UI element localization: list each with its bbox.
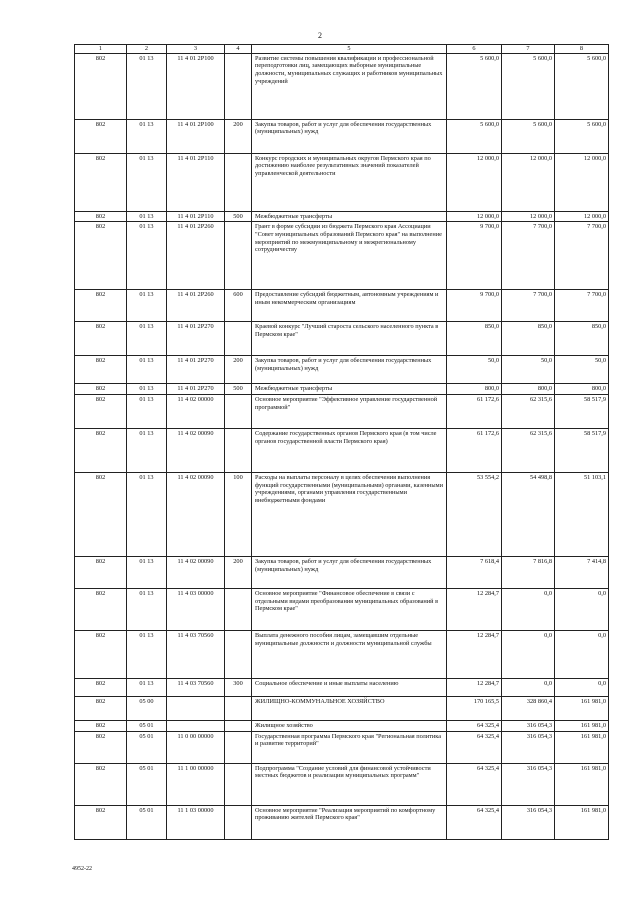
row-section-cell: 05 01 <box>127 731 167 763</box>
row-section-cell: 01 13 <box>127 53 167 119</box>
row-section-cell: 01 13 <box>127 429 167 473</box>
row-target-cell <box>167 697 225 721</box>
row-section-cell: 01 13 <box>127 679 167 697</box>
row-code-cell: 802 <box>75 589 127 631</box>
row-value-2024-cell: 328 860,4 <box>502 697 555 721</box>
row-description-cell: Жилищное хозяйство <box>252 721 447 732</box>
row-target-cell: 11 1 00 00000 <box>167 763 225 805</box>
row-value-2025-cell: 12 000,0 <box>555 153 609 211</box>
row-section-cell: 01 13 <box>127 589 167 631</box>
row-target-cell: 11 0 00 00000 <box>167 731 225 763</box>
row-description-cell: Закупка товаров, работ и услуг для обеспечения государственных (муниципальных) нужд <box>252 356 447 384</box>
row-value-2024-cell: 12 000,0 <box>502 153 555 211</box>
row-code-cell: 802 <box>75 211 127 222</box>
row-code-cell: 802 <box>75 429 127 473</box>
row-value-2024-cell: 0,0 <box>502 679 555 697</box>
row-code-cell: 802 <box>75 679 127 697</box>
row-code-cell: 802 <box>75 356 127 384</box>
table-row <box>75 119 609 153</box>
row-type-cell: 600 <box>225 290 252 322</box>
budget-table <box>74 44 609 840</box>
row-value-2023-cell: 7 618,4 <box>447 557 502 589</box>
row-description-cell: Основное мероприятие "Финансовое обеспечение в связи с отдельными видами преобразования муниципальных образований в Пермском крае" <box>252 589 447 631</box>
row-section-cell: 01 13 <box>127 290 167 322</box>
row-type-cell <box>225 631 252 679</box>
row-value-2025-cell: 12 000,0 <box>555 211 609 222</box>
row-section-cell: 01 13 <box>127 153 167 211</box>
row-code-cell: 802 <box>75 731 127 763</box>
row-value-2025-cell: 58 517,9 <box>555 395 609 429</box>
col-header-1: 1 <box>75 45 127 54</box>
row-type-cell <box>225 53 252 119</box>
table-row <box>75 721 609 732</box>
table-row <box>75 697 609 721</box>
row-value-2025-cell: 5 600,0 <box>555 119 609 153</box>
table-row <box>75 153 609 211</box>
row-value-2024-cell: 850,0 <box>502 322 555 356</box>
table-row <box>75 679 609 697</box>
col-header-4: 4 <box>225 45 252 54</box>
table-row <box>75 429 609 473</box>
row-type-cell <box>225 763 252 805</box>
row-value-2025-cell: 0,0 <box>555 631 609 679</box>
row-code-cell: 802 <box>75 153 127 211</box>
row-target-cell: 11 4 01 2P270 <box>167 322 225 356</box>
row-value-2025-cell: 161 981,0 <box>555 805 609 839</box>
row-description-cell: Расходы на выплаты персоналу в целях обеспечения выполнения функций государственными (муниципальными) органами, казенными учреждениями, органами управления государственными внебюджетными фондами <box>252 473 447 557</box>
row-type-cell: 100 <box>225 473 252 557</box>
row-description-cell: Межбюджетные трансферты <box>252 384 447 395</box>
row-value-2024-cell: 316 054,3 <box>502 721 555 732</box>
row-value-2023-cell: 9 700,0 <box>447 222 502 290</box>
row-target-cell: 11 4 02 00090 <box>167 429 225 473</box>
row-value-2025-cell: 7 700,0 <box>555 290 609 322</box>
row-target-cell: 11 4 02 00000 <box>167 395 225 429</box>
row-code-cell: 802 <box>75 53 127 119</box>
row-description-cell: Основное мероприятие "Эффективное управление государственной программой" <box>252 395 447 429</box>
header-row <box>75 45 609 54</box>
row-value-2024-cell: 62 315,6 <box>502 395 555 429</box>
row-section-cell: 05 01 <box>127 805 167 839</box>
row-value-2025-cell: 0,0 <box>555 589 609 631</box>
row-target-cell: 11 4 02 00090 <box>167 473 225 557</box>
row-code-cell: 802 <box>75 697 127 721</box>
table-row <box>75 290 609 322</box>
row-target-cell: 11 4 01 2P270 <box>167 384 225 395</box>
row-value-2023-cell: 64 325,4 <box>447 763 502 805</box>
page-number: 2 <box>318 31 322 40</box>
row-value-2025-cell: 50,0 <box>555 356 609 384</box>
row-section-cell: 05 01 <box>127 763 167 805</box>
row-type-cell <box>225 322 252 356</box>
row-value-2023-cell: 64 325,4 <box>447 805 502 839</box>
row-code-cell: 802 <box>75 631 127 679</box>
row-value-2024-cell: 316 054,3 <box>502 731 555 763</box>
row-target-cell: 11 4 01 2P110 <box>167 211 225 222</box>
row-type-cell <box>225 721 252 732</box>
row-value-2025-cell: 7 700,0 <box>555 222 609 290</box>
row-value-2023-cell: 61 172,6 <box>447 395 502 429</box>
row-section-cell: 01 13 <box>127 384 167 395</box>
row-target-cell: 11 4 01 2P100 <box>167 53 225 119</box>
row-section-cell: 01 13 <box>127 356 167 384</box>
row-target-cell: 11 4 01 2P110 <box>167 153 225 211</box>
row-description-cell: Подпрограмма "Создание условий для финансовой устойчивости местных бюджетов и реализации муниципальных программ" <box>252 763 447 805</box>
row-code-cell: 802 <box>75 384 127 395</box>
row-value-2025-cell: 51 103,1 <box>555 473 609 557</box>
table-row <box>75 211 609 222</box>
row-description-cell: Выплата денежного пособия лицам, замещавшим отдельные муниципальные должности и должности муниципальной службы <box>252 631 447 679</box>
row-type-cell: 500 <box>225 211 252 222</box>
table-row <box>75 395 609 429</box>
row-type-cell: 200 <box>225 356 252 384</box>
footer-code: 4952-22 <box>72 866 92 872</box>
row-description-cell: Основное мероприятие "Реализация мероприятий по комфортному проживанию жителей Пермского края" <box>252 805 447 839</box>
row-description-cell: Содержание государственных органов Пермского края (в том числе органов государственной власти Пермского края) <box>252 429 447 473</box>
col-header-2: 2 <box>127 45 167 54</box>
row-code-cell: 802 <box>75 805 127 839</box>
row-description-cell: Грант в форме субсидии из бюджета Пермского края Ассоциации "Совет муниципальных образований Пермского края" на выполнение мероприятий по межмуниципальному и межрегиональному сотрудничеству <box>252 222 447 290</box>
col-header-5: 5 <box>252 45 447 54</box>
row-value-2023-cell: 12 284,7 <box>447 679 502 697</box>
row-value-2023-cell: 61 172,6 <box>447 429 502 473</box>
row-section-cell: 01 13 <box>127 211 167 222</box>
table-row <box>75 557 609 589</box>
row-description-cell: Государственная программа Пермского края "Региональная политика и развитие территорий" <box>252 731 447 763</box>
row-code-cell: 802 <box>75 721 127 732</box>
table-row <box>75 631 609 679</box>
row-type-cell <box>225 697 252 721</box>
row-target-cell: 11 4 03 00000 <box>167 589 225 631</box>
row-description-cell: Межбюджетные трансферты <box>252 211 447 222</box>
row-target-cell: 11 4 01 2P270 <box>167 356 225 384</box>
row-value-2023-cell: 64 325,4 <box>447 721 502 732</box>
row-code-cell: 802 <box>75 322 127 356</box>
row-type-cell: 500 <box>225 384 252 395</box>
row-type-cell: 200 <box>225 119 252 153</box>
row-value-2024-cell: 12 000,0 <box>502 211 555 222</box>
row-value-2025-cell: 161 981,0 <box>555 721 609 732</box>
row-target-cell: 11 4 03 70560 <box>167 679 225 697</box>
row-section-cell: 01 13 <box>127 322 167 356</box>
row-value-2025-cell: 161 981,0 <box>555 763 609 805</box>
row-code-cell: 802 <box>75 119 127 153</box>
row-code-cell: 802 <box>75 395 127 429</box>
row-description-cell: ЖИЛИЩНО-КОММУНАЛЬНОЕ ХОЗЯЙСТВО <box>252 697 447 721</box>
row-type-cell <box>225 589 252 631</box>
row-target-cell: 11 4 01 2P260 <box>167 222 225 290</box>
row-value-2023-cell: 12 000,0 <box>447 153 502 211</box>
row-type-cell <box>225 805 252 839</box>
row-section-cell: 01 13 <box>127 557 167 589</box>
row-description-cell: Конкурс городских и муниципальных округов Пермского края по достижению наиболее результативных значений показателей управленческой деятельности <box>252 153 447 211</box>
row-description-cell: Предоставление субсидий бюджетным, автономным учреждениям и иным некоммерческим организациям <box>252 290 447 322</box>
row-value-2023-cell: 12 284,7 <box>447 631 502 679</box>
table-row <box>75 322 609 356</box>
table-row <box>75 356 609 384</box>
col-header-7: 7 <box>502 45 555 54</box>
row-value-2023-cell: 800,0 <box>447 384 502 395</box>
row-section-cell: 01 13 <box>127 395 167 429</box>
row-target-cell: 11 4 02 00090 <box>167 557 225 589</box>
row-code-cell: 802 <box>75 557 127 589</box>
table-row <box>75 222 609 290</box>
row-value-2025-cell: 58 517,9 <box>555 429 609 473</box>
row-value-2024-cell: 0,0 <box>502 589 555 631</box>
row-code-cell: 802 <box>75 290 127 322</box>
row-description-cell: Социальное обеспечение и иные выплаты населению <box>252 679 447 697</box>
row-value-2024-cell: 54 498,8 <box>502 473 555 557</box>
row-value-2024-cell: 316 054,3 <box>502 763 555 805</box>
row-value-2023-cell: 5 600,0 <box>447 119 502 153</box>
row-target-cell: 11 4 01 2P260 <box>167 290 225 322</box>
row-code-cell: 802 <box>75 473 127 557</box>
row-description-cell: Краевой конкурс "Лучший староста сельского населенного пункта в Пермском крае" <box>252 322 447 356</box>
row-section-cell: 01 13 <box>127 473 167 557</box>
row-type-cell <box>225 731 252 763</box>
row-value-2023-cell: 5 600,0 <box>447 53 502 119</box>
row-value-2023-cell: 12 000,0 <box>447 211 502 222</box>
table-row <box>75 384 609 395</box>
row-section-cell: 05 00 <box>127 697 167 721</box>
row-value-2025-cell: 800,0 <box>555 384 609 395</box>
row-type-cell <box>225 395 252 429</box>
row-target-cell <box>167 721 225 732</box>
row-value-2025-cell: 7 414,8 <box>555 557 609 589</box>
row-section-cell: 01 13 <box>127 119 167 153</box>
row-value-2025-cell: 850,0 <box>555 322 609 356</box>
row-value-2023-cell: 50,0 <box>447 356 502 384</box>
table-row <box>75 589 609 631</box>
row-description-cell: Закупка товаров, работ и услуг для обеспечения государственных (муниципальных) нужд <box>252 557 447 589</box>
row-value-2024-cell: 62 315,6 <box>502 429 555 473</box>
row-description-cell: Развитие системы повышения квалификации и профессиональной переподготовки лиц, замещающих выборные муниципальные должности, муниципальных служащих и работников муниципальных учреждений <box>252 53 447 119</box>
row-value-2023-cell: 53 554,2 <box>447 473 502 557</box>
row-type-cell <box>225 429 252 473</box>
row-type-cell <box>225 222 252 290</box>
row-value-2023-cell: 9 700,0 <box>447 290 502 322</box>
row-value-2023-cell: 64 325,4 <box>447 731 502 763</box>
row-code-cell: 802 <box>75 222 127 290</box>
table-row <box>75 763 609 805</box>
row-value-2024-cell: 5 600,0 <box>502 53 555 119</box>
row-value-2024-cell: 7 700,0 <box>502 222 555 290</box>
row-type-cell <box>225 153 252 211</box>
col-header-6: 6 <box>447 45 502 54</box>
col-header-8: 8 <box>555 45 609 54</box>
table-body <box>75 53 609 839</box>
col-header-3: 3 <box>167 45 225 54</box>
table-row <box>75 53 609 119</box>
row-value-2024-cell: 7 816,8 <box>502 557 555 589</box>
row-value-2025-cell: 161 981,0 <box>555 731 609 763</box>
row-target-cell: 11 1 03 00000 <box>167 805 225 839</box>
row-value-2024-cell: 800,0 <box>502 384 555 395</box>
row-type-cell: 300 <box>225 679 252 697</box>
table-row <box>75 731 609 763</box>
row-type-cell: 200 <box>225 557 252 589</box>
row-value-2024-cell: 0,0 <box>502 631 555 679</box>
row-value-2024-cell: 5 600,0 <box>502 119 555 153</box>
row-description-cell: Закупка товаров, работ и услуг для обеспечения государственных (муниципальных) нужд <box>252 119 447 153</box>
table-row <box>75 805 609 839</box>
row-value-2023-cell: 12 284,7 <box>447 589 502 631</box>
row-value-2025-cell: 0,0 <box>555 679 609 697</box>
row-target-cell: 11 4 03 70560 <box>167 631 225 679</box>
row-section-cell: 05 01 <box>127 721 167 732</box>
row-value-2023-cell: 170 165,5 <box>447 697 502 721</box>
row-code-cell: 802 <box>75 763 127 805</box>
row-value-2025-cell: 161 981,0 <box>555 697 609 721</box>
table-row <box>75 473 609 557</box>
row-value-2025-cell: 5 600,0 <box>555 53 609 119</box>
row-section-cell: 01 13 <box>127 631 167 679</box>
row-section-cell: 01 13 <box>127 222 167 290</box>
row-target-cell: 11 4 01 2P100 <box>167 119 225 153</box>
row-value-2023-cell: 850,0 <box>447 322 502 356</box>
row-value-2024-cell: 7 700,0 <box>502 290 555 322</box>
row-value-2024-cell: 316 054,3 <box>502 805 555 839</box>
row-value-2024-cell: 50,0 <box>502 356 555 384</box>
